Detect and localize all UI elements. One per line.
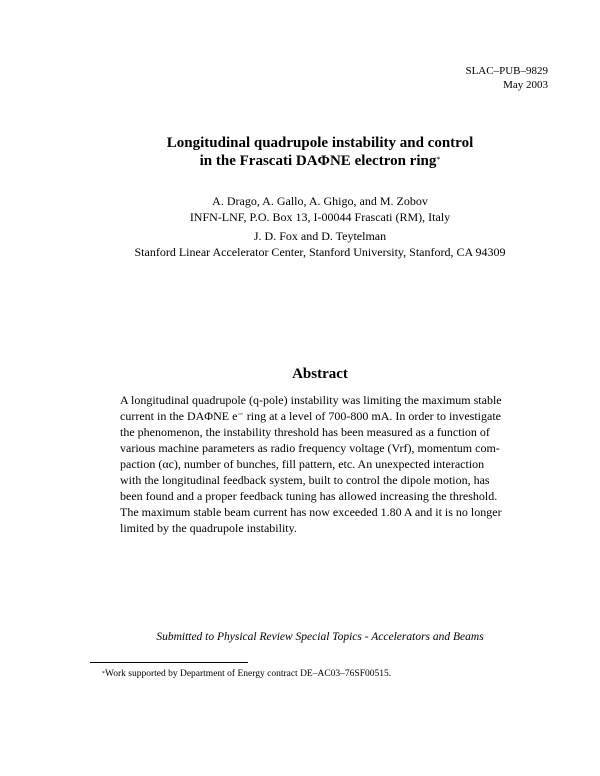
abstract-heading: Abstract <box>292 366 348 382</box>
author-names: J. D. Fox and D. Teytelman <box>253 229 387 243</box>
title-line-1: Longitudinal quadrupole instability and control <box>166 135 474 151</box>
footnote-mark: * <box>102 671 105 677</box>
abstract-body <box>120 392 524 536</box>
author-group-2 <box>0 228 600 260</box>
paper-title <box>0 134 600 170</box>
report-date: May 2003 <box>503 79 548 91</box>
report-header <box>465 64 548 92</box>
report-number: SLAC–PUB–9829 <box>465 65 548 77</box>
abstract-line: current in the DAΦNE e⁻ ring at a level of 700-800 mA. In order to investigate <box>120 409 501 423</box>
abstract-line: paction (αc), number of bunches, fill pattern, etc. An unexpected interaction <box>120 457 485 471</box>
abstract-line: The maximum stable beam current has now exceeded 1.80 A and it is no longer <box>120 505 502 519</box>
title-line-2 <box>0 152 600 170</box>
footnote-divider <box>90 662 248 663</box>
author-affiliation: INFN-LNF, P.O. Box 13, I-00044 Frascati (RM), Italy <box>189 210 451 224</box>
title-line-2-text: in the Frascati DAΦNE electron ring <box>199 153 437 169</box>
footnote-text: Work supported by Department of Energy contract DE–AC03–76SF00515. <box>105 669 392 679</box>
author-group-1 <box>0 193 600 225</box>
abstract-line: various machine parameters as radio frequency voltage (Vrf), momentum com- <box>120 441 500 455</box>
abstract-line: been found and a proper feedback tuning has allowed increasing the threshold. <box>120 489 498 503</box>
abstract-line: limited by the quadrupole instability. <box>120 521 297 535</box>
title-footnote-mark: * <box>436 155 441 164</box>
abstract-line: A longitudinal quadrupole (q-pole) instability was limiting the maximum stable <box>120 393 502 407</box>
abstract-line: the phenomenon, the instability threshold has been measured as a function of <box>120 425 490 439</box>
author-affiliation: Stanford Linear Accelerator Center, Stanford University, Stanford, CA 94309 <box>134 245 506 259</box>
abstract-line: with the longitudinal feedback system, built to control the dipole motion, has <box>120 473 490 487</box>
footnote <box>102 668 391 680</box>
author-names: A. Drago, A. Gallo, A. Ghigo, and M. Zobov <box>212 194 428 208</box>
submission-note: Submitted to Physical Review Special Topics - Accelerators and Beams <box>156 631 484 643</box>
